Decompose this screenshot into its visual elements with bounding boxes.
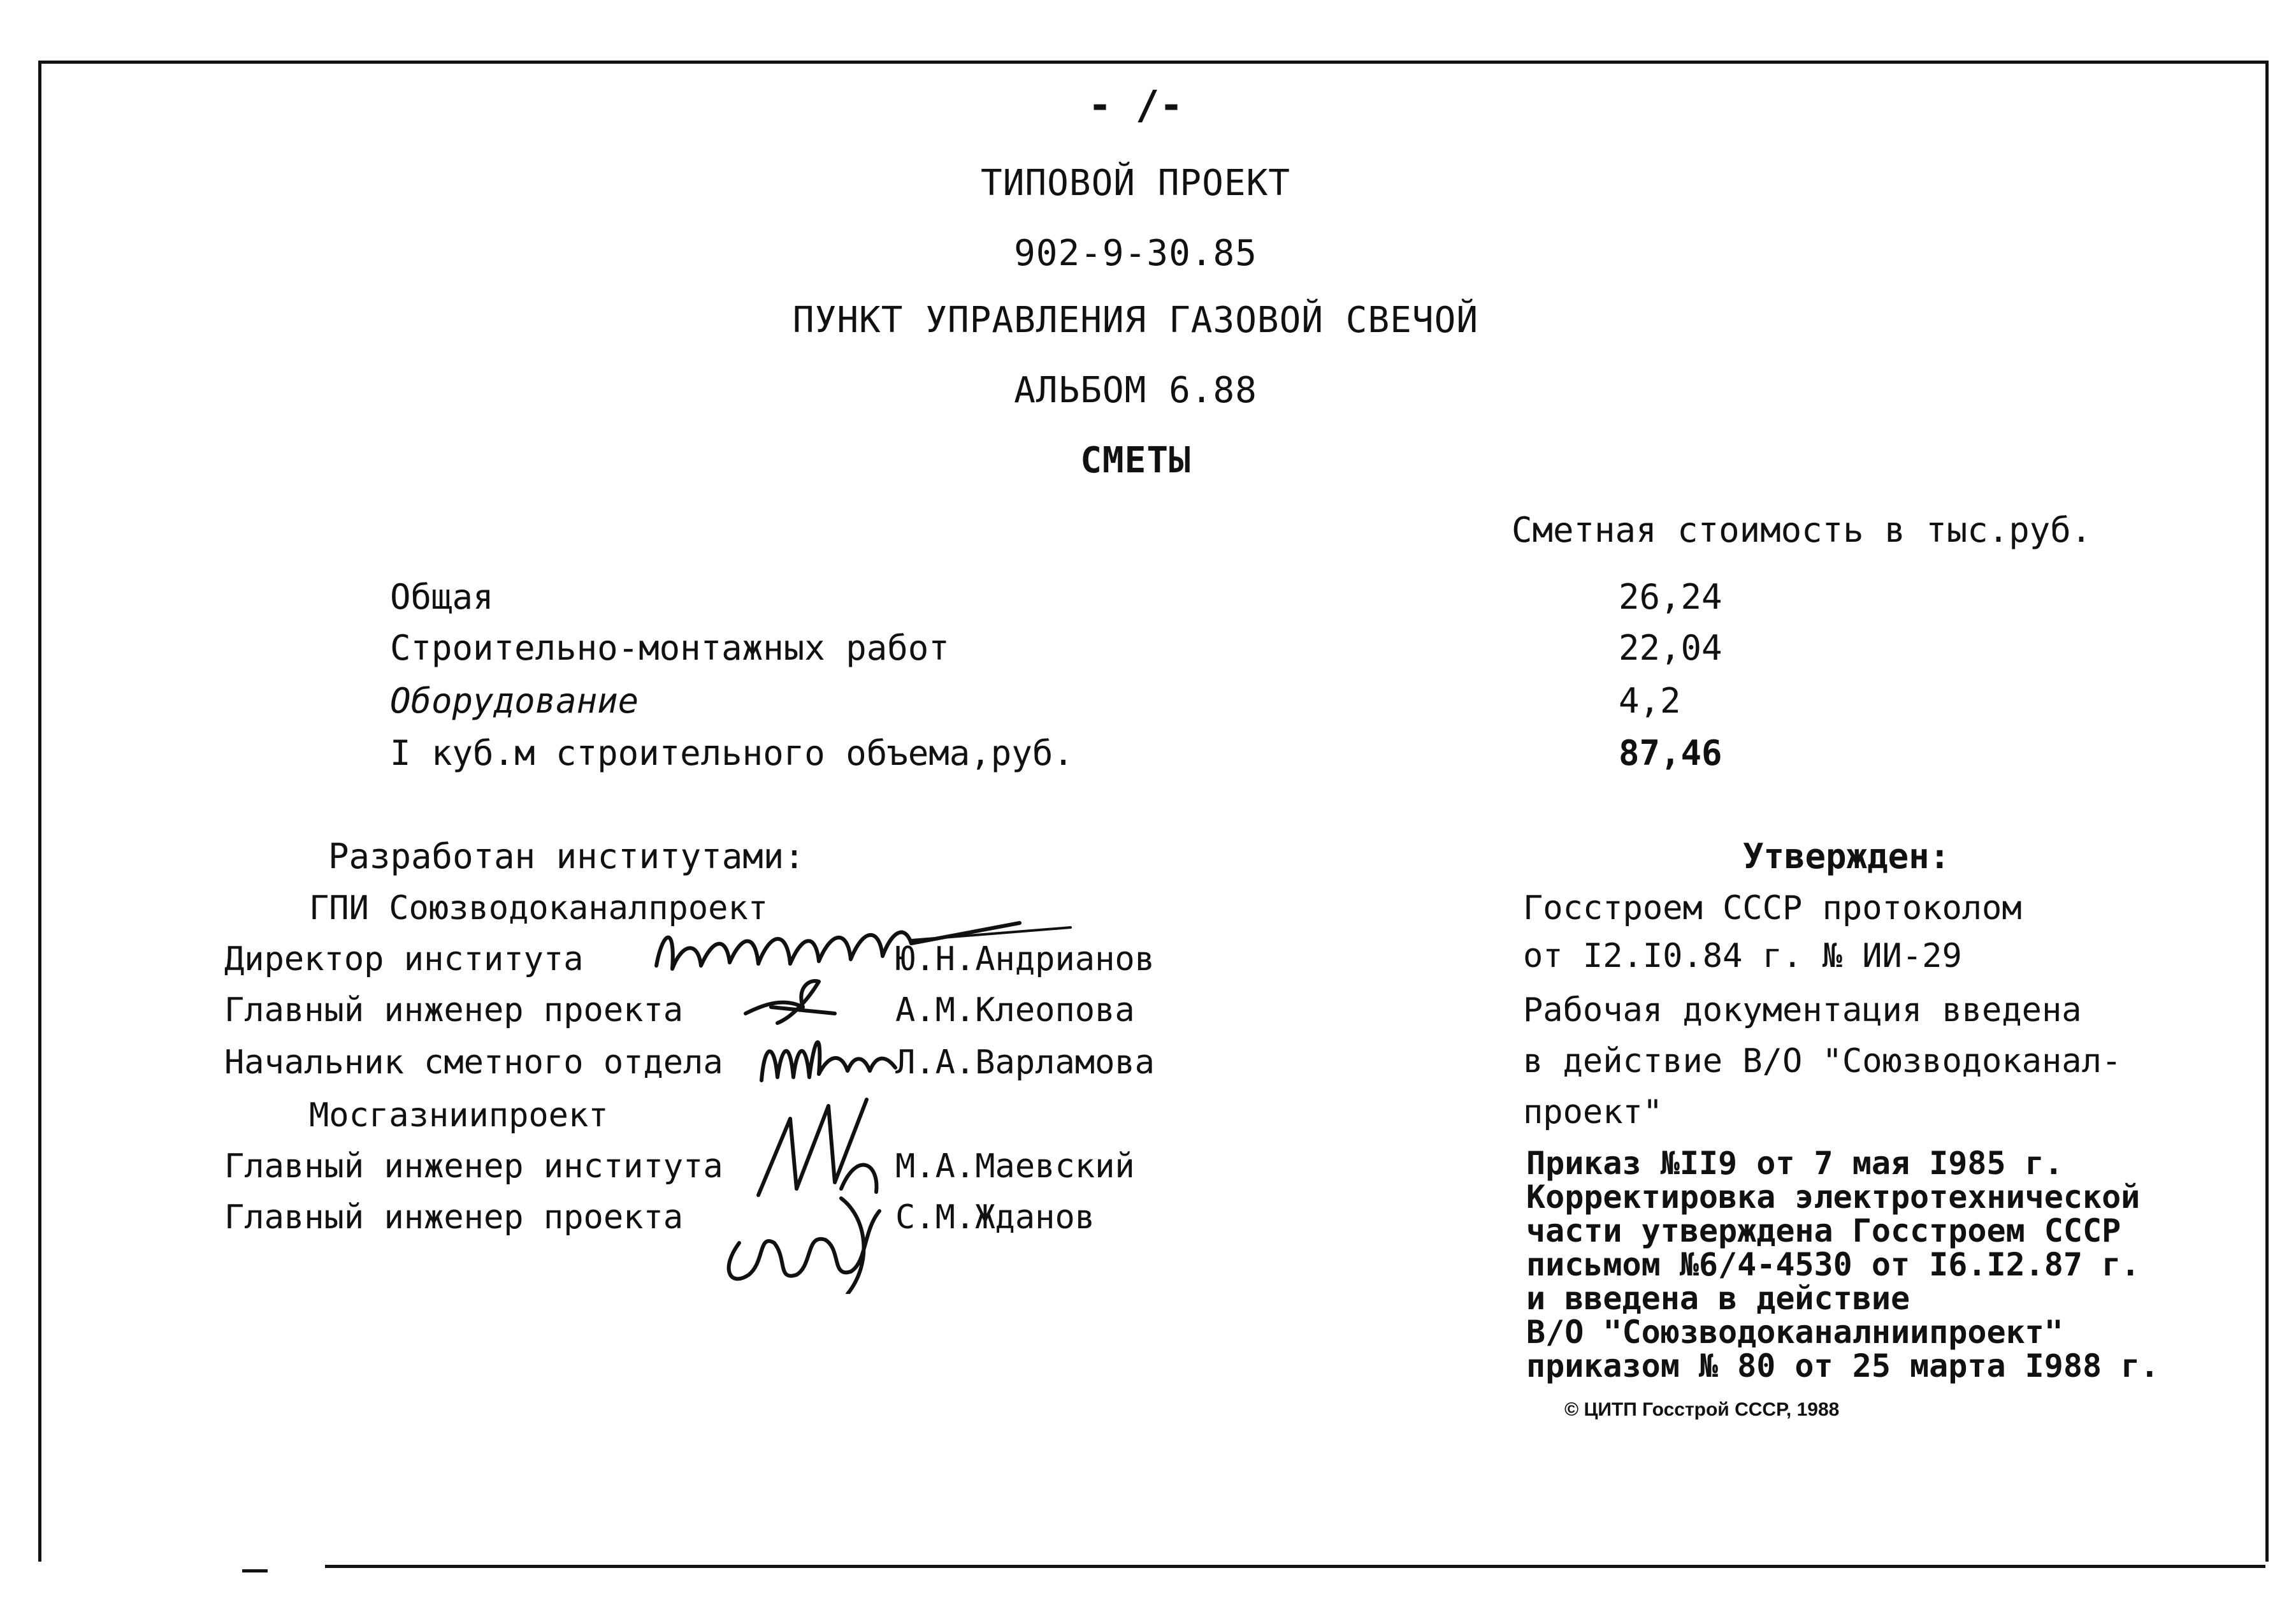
- page-number: - /-: [1088, 82, 1183, 128]
- correction-line: части утверждена Госстроем СССР: [1526, 1212, 2121, 1249]
- approval-line: в действие В/О "Союзводоканал-: [1523, 1042, 2122, 1080]
- staff-name: А.М.Клеопова: [895, 991, 1135, 1029]
- signature-andrianov: [637, 905, 1083, 994]
- cost-value-per-cubic-meter: 87,46: [1619, 733, 1722, 773]
- document-type: ТИПОВОЙ ПРОЕКТ: [980, 163, 1291, 204]
- correction-line: приказом № 80 от 25 марта I988 г.: [1526, 1347, 2160, 1384]
- correction-line: письмом №6/4-4530 от I6.I2.87 г.: [1526, 1246, 2141, 1283]
- signature-varlamova: [752, 1017, 911, 1093]
- staff-name: Л.А.Варламова: [895, 1043, 1155, 1082]
- correction-line: В/О "Союзводоканалниипроект": [1526, 1314, 2063, 1351]
- staff-role: Главный инженер проекта: [224, 991, 684, 1029]
- approval-line: Госстроем СССР протоколом: [1523, 889, 2022, 927]
- album-label: АЛЬБОМ 6.88: [1014, 370, 1257, 411]
- signature-zhdanov: [714, 1173, 905, 1294]
- cost-value-construction: 22,04: [1619, 628, 1722, 668]
- staff-name: М.А.Маевский: [895, 1147, 1135, 1186]
- staff-role: Главный инженер проекта: [224, 1198, 684, 1237]
- cost-label-equipment: Оборудование: [390, 681, 639, 721]
- cost-label-construction: Строительно-монтажных работ: [390, 628, 949, 668]
- cost-value-equipment: 4,2: [1619, 681, 1681, 721]
- approval-line: от I2.I0.84 г. № ИИ-29: [1523, 937, 1962, 975]
- institute-name: Мосгазниипроект: [309, 1096, 609, 1135]
- institute-name: ГПИ Союзводоканалпроект: [309, 889, 769, 927]
- bottom-rule: [325, 1565, 2265, 1568]
- project-number: 902-9-30.85: [1014, 233, 1257, 274]
- correction-line: Корректировка электротехнической: [1526, 1179, 2141, 1216]
- developed-header: Разработан институтами:: [328, 836, 805, 876]
- staff-role: Главный инженер института: [224, 1147, 723, 1186]
- bottom-rule-short: [242, 1569, 268, 1572]
- cost-header: Сметная стоимость в тыс.руб.: [1512, 510, 2092, 550]
- copyright-notice: © ЦИТП Госстрой СССР, 1988: [1564, 1399, 1840, 1420]
- project-title: ПУНКТ УПРАВЛЕНИЯ ГАЗОВОЙ СВЕЧОЙ: [792, 300, 1479, 341]
- staff-name: Ю.Н.Андрианов: [895, 940, 1155, 978]
- cost-label-total: Общая: [390, 577, 494, 617]
- correction-line: и введена в действие: [1526, 1280, 1910, 1317]
- staff-role: Начальник сметного отдела: [224, 1043, 723, 1082]
- approved-header: Утвержден:: [1743, 836, 1951, 876]
- staff-name: С.М.Жданов: [895, 1198, 1095, 1237]
- cost-value-total: 26,24: [1619, 577, 1722, 617]
- section-title: СМЕТЫ: [1080, 440, 1191, 481]
- approval-line: Рабочая документация введена: [1523, 991, 2082, 1029]
- cost-label-per-cubic-meter: I куб.м строительного объема,руб.: [390, 733, 1074, 773]
- staff-role: Директор института: [224, 940, 584, 978]
- order-line: Приказ №II9 от 7 мая I985 г.: [1526, 1145, 2063, 1182]
- approval-line: проект": [1523, 1093, 1663, 1131]
